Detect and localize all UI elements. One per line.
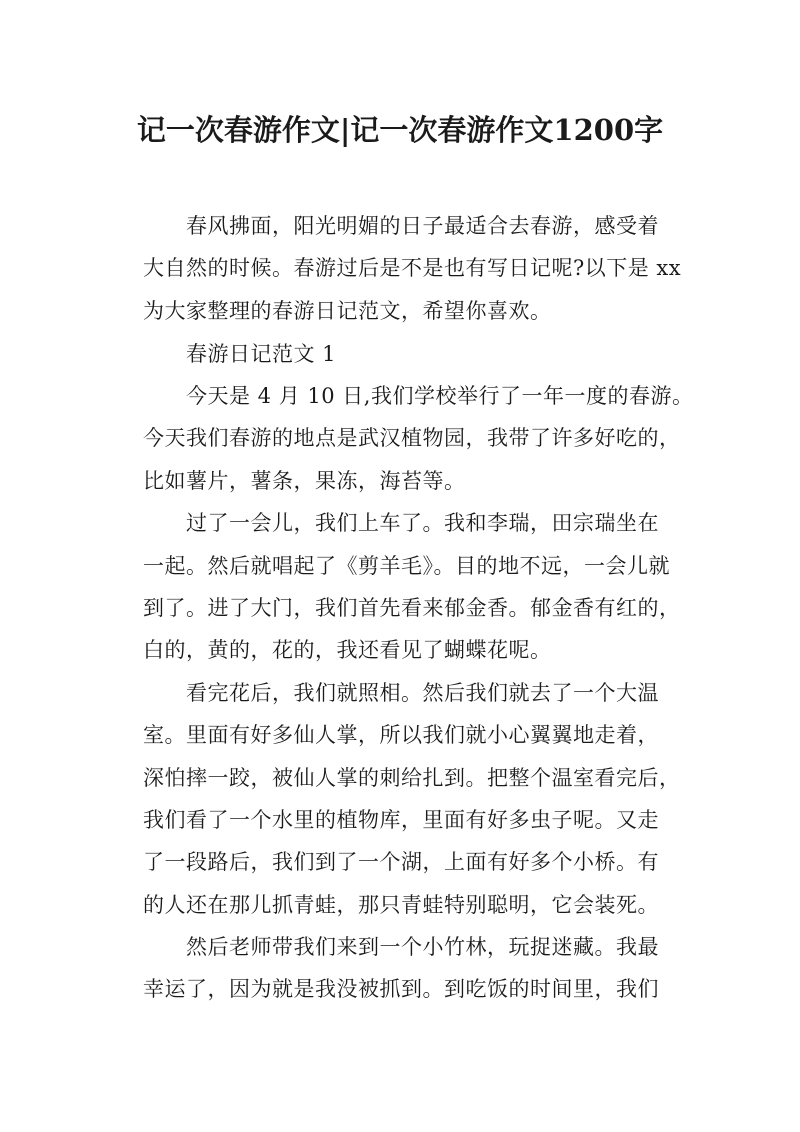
text-line: 春风拂面，阳光明媚的日子最适合去春游，感受着 xyxy=(143,214,659,238)
text-line: 了一段路后，我们到了一个湖，上面有好多个小桥。有 xyxy=(143,850,659,874)
text-line: 看完花后，我们就照相。然后我们就去了一个大温 xyxy=(143,681,659,705)
text-line: 一起。然后就唱起了《剪羊毛》。目的地不远，一会儿就 xyxy=(143,554,670,578)
text-line: 的人还在那儿抓青蛙，那只青蛙特别聪明，它会装死。 xyxy=(143,893,659,917)
text-line: 室。里面有好多仙人掌，所以我们就小心翼翼地走着， xyxy=(143,723,659,747)
document-title: 记一次春游作文|记一次春游作文1200字 xyxy=(136,113,664,147)
text-line: 大自然的时候。春游过后是不是也有写日记呢?以下是 xx xyxy=(143,256,682,280)
text-line: 今天我们春游的地点是武汉植物园，我带了许多好吃的， xyxy=(143,426,681,450)
text-line: 过了一会儿，我们上车了。我和李瑞，田宗瑞坐在 xyxy=(143,511,659,535)
text-line: 白的，黄的，花的，我还看见了蝴蝶花呢。 xyxy=(143,638,552,662)
text-line: 我们看了一个水里的植物库，里面有好多虫子呢。又走 xyxy=(143,808,659,832)
text-line: 比如薯片，薯条，果冻，海苔等。 xyxy=(143,469,466,493)
text-line: 今天是 4 月 10 日,我们学校举行了一年一度的春游。 xyxy=(143,384,694,408)
text-line: 为大家整理的春游日记范文，希望你喜欢。 xyxy=(143,299,552,323)
text-line: 然后老师带我们来到一个小竹林，玩捉迷藏。我最 xyxy=(143,935,659,959)
text-line: 深怕摔一跤，被仙人掌的刺给扎到。把整个温室看完后， xyxy=(143,766,681,790)
text-line: 到了。进了大门，我们首先看来郁金香。郁金香有红的， xyxy=(143,596,681,620)
text-line: 幸运了，因为就是我没被抓到。到吃饭的时间里，我们 xyxy=(143,977,659,1001)
section-heading: 春游日记范文 1 xyxy=(143,342,337,366)
